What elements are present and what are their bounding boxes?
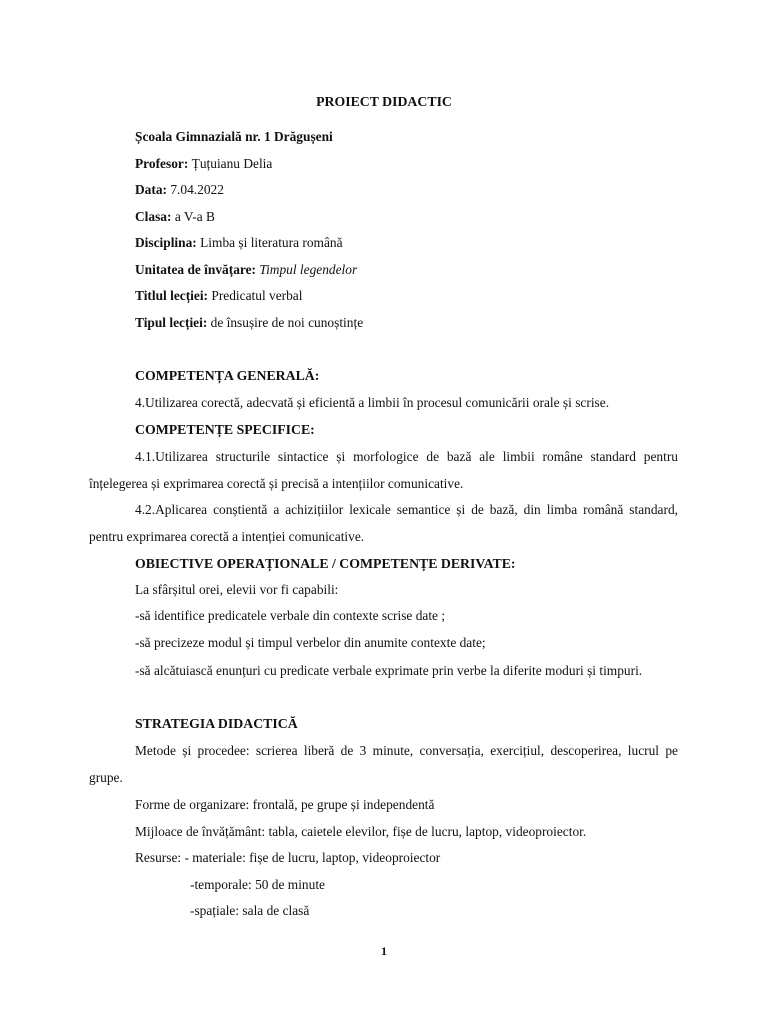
info-value: 7.04.2022 [170, 182, 224, 197]
info-value: a V-a B [174, 209, 215, 224]
info-clasa [135, 209, 215, 225]
objective-item: -să alcătuiască enunțuri cu predicate verbale exprimate prin verbe la diferite moduri și timpuri. [135, 663, 643, 678]
document-title: PROIECT DIDACTIC [316, 94, 452, 109]
info-value: Limba și literatura română [200, 235, 343, 250]
info-data [135, 182, 224, 198]
specific-competence-item: 4.2.Aplicarea conștientă a achizițiilor lexicale semantice și de bază, din limba română standard, pentru exprimarea corectă a intenției comunicative. [89, 502, 678, 544]
strategy-forms: Forme de organizare: frontală, pe grupe și independentă [135, 797, 435, 812]
strategy-heading: STRATEGIA DIDACTICĂ [135, 716, 298, 731]
info-label: Tipul lecției: [135, 315, 208, 330]
info-unitate [135, 262, 357, 278]
objectives-heading: OBIECTIVE OPERAȚIONALE / COMPETENȚE DERIVATE: [135, 556, 516, 571]
info-value: de însușire de noi cunoștințe [210, 315, 364, 330]
info-label: Titlul lecției: [135, 288, 209, 303]
objectives-intro: La sfârșitul orei, elevii vor fi capabili: [135, 582, 339, 597]
strategy-resources-spatial: -spațiale: sala de clasă [190, 903, 310, 918]
info-label: Data: [135, 182, 167, 197]
objective-item: -să identifice predicatele verbale din contexte scrise date ; [135, 608, 446, 623]
info-value: Timpul legendelor [259, 262, 358, 277]
info-label: Disciplina: [135, 235, 197, 250]
specific-competence-item: 4.1.Utilizarea structurile sintactice și morfologice de bază ale limbii române standard pentru înțelegerea și exprimarea corectă și precisă a intențiilor comunicative. [89, 449, 678, 491]
info-value: Țuțuianu Delia [191, 156, 273, 171]
info-label: Profesor: [135, 156, 189, 171]
page-number: 1 [381, 944, 387, 958]
school-name: Școala Gimnazială nr. 1 Drăgușeni [135, 129, 333, 144]
info-tip [135, 315, 363, 331]
info-label: Unitatea de învățare: [135, 262, 256, 277]
info-profesor [135, 156, 272, 172]
info-titlu [135, 288, 302, 304]
info-disciplina [135, 235, 343, 251]
general-competence-text: 4.Utilizarea corectă, adecvată și eficientă a limbii în procesul comunicării orale și scrise. [135, 395, 610, 410]
objective-item: -să precizeze modul și timpul verbelor din anumite contexte date; [135, 635, 486, 650]
info-label: Clasa: [135, 209, 172, 224]
specific-competences-heading: COMPETENȚE SPECIFICE: [135, 422, 315, 437]
strategy-means: Mijloace de învățământ: tabla, caietele elevilor, fișe de lucru, laptop, videoproiector. [135, 824, 587, 839]
info-value: Predicatul verbal [211, 288, 303, 303]
strategy-resources: Resurse: - materiale: fișe de lucru, laptop, videoproiector [135, 850, 441, 865]
general-competence-heading: COMPETENȚA GENERALĂ: [135, 368, 320, 383]
strategy-methods: Metode și procedee: scrierea liberă de 3 minute, conversația, exercițiul, descoperirea, lucrul pe grupe. [89, 743, 678, 785]
strategy-resources-temporal: -temporale: 50 de minute [190, 877, 325, 892]
